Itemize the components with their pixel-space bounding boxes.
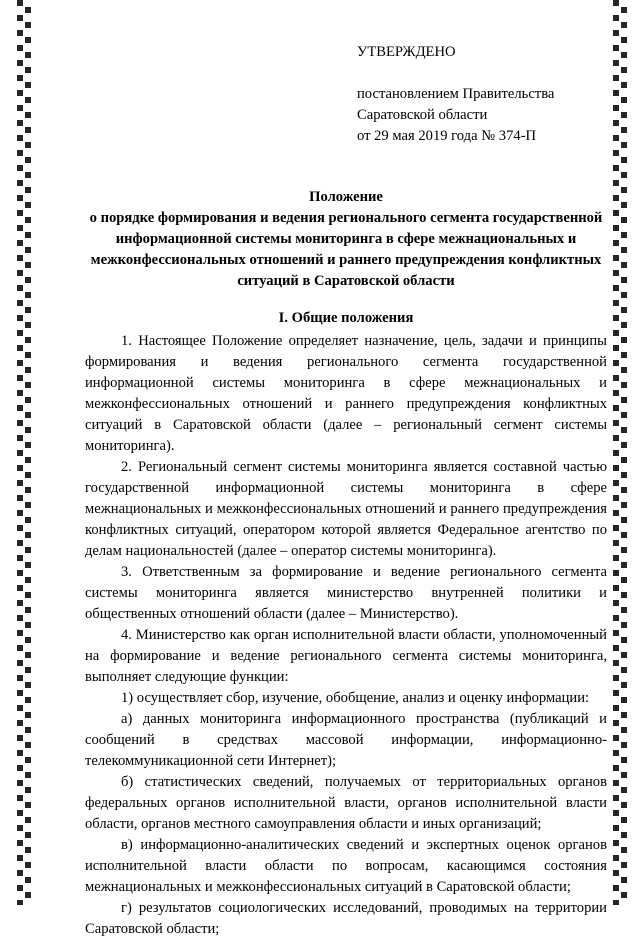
paragraph: г) результатов социологических исследований, проводимых на территории Саратовской области;: [85, 900, 607, 937]
paragraph: 4. Министерство как орган исполнительной власти области, уполномоченный на формирование и ведение регионального сегмента системы мониторинга, выполняет следующие функции:: [85, 627, 607, 685]
decorative-border-right: [613, 0, 629, 905]
approval-gap: [357, 63, 607, 84]
document-title-name: Положение: [309, 189, 383, 205]
paragraph: а) данных мониторинга информационного пространства (публикаций и сообщений в средствах массовой информации, информационно-телекоммуникационной сети Интернет);: [85, 711, 607, 769]
paragraph: 3. Ответственным за формирование и ведение регионального сегмента системы мониторинга является министерство внутренней политики и общественных отношений области (далее – Министерство).: [85, 564, 607, 622]
decorative-border-left: [17, 0, 33, 905]
approval-by-line-2: Саратовской области: [357, 107, 488, 123]
paragraph: 1. Настоящее Положение определяет назначение, цель, задачи и принципы формирования и ведения регионального сегмента государственной информационной системы мониторинга в сфере межнациональных и межконфессиональных отношений и раннего предупреждения конфликтных ситуаций в Саратовской области (далее – региональный сегмент системы мониторинга).: [85, 333, 607, 454]
document-content: [85, 42, 607, 940]
decorative-border-left-column-1: [17, 0, 23, 905]
paragraph: 1) осуществляет сбор, изучение, обобщение, анализ и оценку информации:: [121, 690, 590, 706]
paragraph: б) статистических сведений, получаемых от территориальных органов федеральных органов исполнительной власти, органов исполнительной власти области, органов местного самоуправления области и иных организаций;: [85, 774, 607, 832]
decorative-border-left-column-2: [25, 0, 31, 905]
document-title: [85, 187, 607, 292]
paragraph: 2. Региональный сегмент системы мониторинга является составной частью государственной информационной системы мониторинга в сфере межнациональных и межконфессиональных отношений и раннего предупреждения конфликтных ситуаций, оператором которой является Федеральное агентство по делам национальностей (далее – оператор системы мониторинга).: [85, 459, 607, 559]
approval-stamp: УТВЕРЖДЕНО: [357, 44, 456, 60]
approval-block: [357, 42, 607, 147]
paragraph: в) информационно-аналитических сведений и экспертных оценок органов исполнительной власти области по вопросам, касающимся состояния межнациональных и межконфессиональных ситуаций в Саратовской области;: [85, 837, 607, 895]
decorative-border-right-column-2: [621, 0, 627, 905]
section-heading: I. Общие положения: [278, 310, 414, 326]
decorative-border-right-column-1: [613, 0, 619, 905]
approval-by-line-3: от 29 мая 2019 года № 374-П: [357, 128, 537, 144]
body-text: [85, 331, 607, 940]
document-title-subtitle: о порядке формирования и ведения регионального сегмента государственной информационной системы мониторинга в сфере межнациональных и межконфессиональных отношений и раннего предупреждения конфликтных ситуаций в Саратовской области: [89, 210, 603, 289]
approval-by-line-1: постановлением Правительства: [357, 86, 555, 102]
